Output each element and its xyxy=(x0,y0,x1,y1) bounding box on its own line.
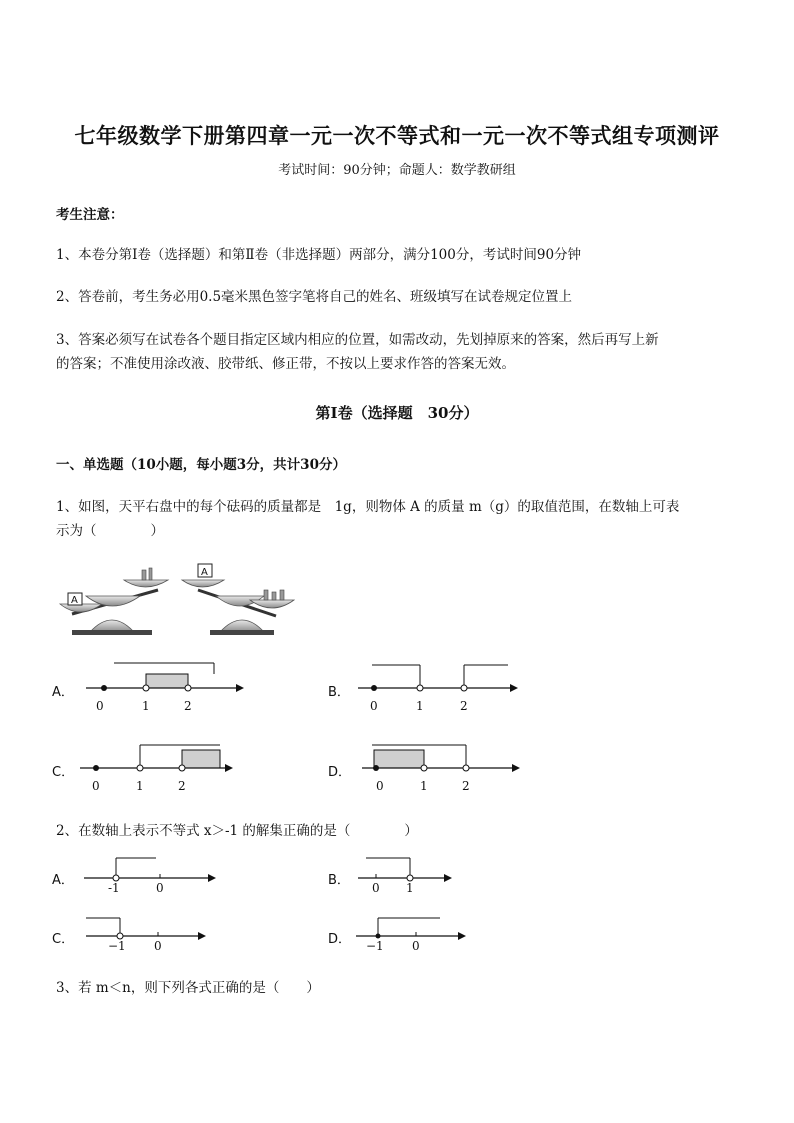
exam-subtitle: 考试时间：90分钟；命题人：数学教研组 xyxy=(278,163,516,178)
tick-label: 0 xyxy=(376,779,384,793)
question-2-text: 2、在数轴上表示不等式 x＞-1 的解集正确的是（ ） xyxy=(56,823,418,839)
tick-label: 1 xyxy=(420,779,428,793)
q1-option-d-numberline xyxy=(362,740,527,796)
tick-label: 2 xyxy=(184,699,192,713)
q1-option-c-label[interactable]: C． xyxy=(52,765,75,780)
tick-label: 0 xyxy=(372,881,380,894)
q1-option-a-numberline xyxy=(86,660,246,716)
tick-label: 1 xyxy=(142,699,150,713)
q2-option-c-label[interactable]: C． xyxy=(52,932,75,947)
q2-option-c-numberline xyxy=(86,912,221,954)
notice-item-3: 3、答案必须写在试卷各个题目指定区域内相应的位置，如需改动，先划掉原来的答案，然后再写上新 xyxy=(56,332,659,348)
tick-label: 2 xyxy=(462,779,470,793)
balance-scale-figure xyxy=(50,560,295,638)
question-1-text-cont: 示为（ ） xyxy=(56,523,164,539)
part-heading: 一、单选题（10小题，每小题3分，共计30分） xyxy=(56,457,346,473)
q1-option-b-label[interactable]: B． xyxy=(328,685,350,700)
tick-label: 1 xyxy=(416,699,424,713)
question-1-text: 1、如图，天平右盘中的每个砝码的质量都是 1g，则物体 A 的质量 m（g）的取值范围，在数轴上可表 xyxy=(56,499,680,515)
tick-label: 0 xyxy=(156,881,164,894)
q2-option-b-label[interactable]: B． xyxy=(328,873,350,888)
tick-label: 0 xyxy=(92,779,100,793)
tick-label: −1 xyxy=(366,939,384,953)
q1-option-b-numberline xyxy=(358,660,523,716)
scale-a-label-right: A xyxy=(201,567,208,578)
notice-heading: 考生注意： xyxy=(56,207,124,223)
notice-item-3-cont: 的答案；不准使用涂改液、胶带纸、修正带，不按以上要求作答的答案无效。 xyxy=(56,356,515,372)
tick-label: 0 xyxy=(370,699,378,713)
q1-option-d-label[interactable]: D． xyxy=(328,765,352,780)
tick-label: −1 xyxy=(108,939,126,953)
question-3-text: 3、若 m＜n，则下列各式正确的是（ ） xyxy=(56,980,320,996)
notice-item-1: 1、本卷分第Ⅰ卷（选择题）和第Ⅱ卷（非选择题）两部分，满分100分，考试时间90分钟 xyxy=(56,247,582,263)
tick-label: 0 xyxy=(96,699,104,713)
q1-option-a-label[interactable]: A． xyxy=(52,685,74,700)
tick-label: 1 xyxy=(406,881,414,894)
tick-label: 0 xyxy=(154,939,162,953)
q2-option-a-numberline xyxy=(84,852,219,894)
scale-a-label-left: A xyxy=(71,595,78,606)
q1-option-c-numberline xyxy=(80,740,240,796)
tick-label: 1 xyxy=(136,779,144,793)
section-title: 第Ⅰ卷（选择题 30分） xyxy=(315,404,479,422)
q2-option-d-label[interactable]: D． xyxy=(328,932,352,947)
tick-label: 2 xyxy=(460,699,468,713)
q2-option-a-label[interactable]: A． xyxy=(52,873,74,888)
q2-option-d-numberline xyxy=(356,912,471,954)
notice-item-2: 2、答卷前，考生务必用0.5毫米黑色签字笔将自己的姓名、班级填写在试卷规定位置上 xyxy=(56,289,573,305)
q2-option-b-numberline xyxy=(358,852,458,894)
tick-label: 2 xyxy=(178,779,186,793)
tick-label: -1 xyxy=(108,881,120,894)
tick-label: 0 xyxy=(412,939,420,953)
page-title: 七年级数学下册第四章一元一次不等式和一元一次不等式组专项测评 xyxy=(74,123,720,148)
